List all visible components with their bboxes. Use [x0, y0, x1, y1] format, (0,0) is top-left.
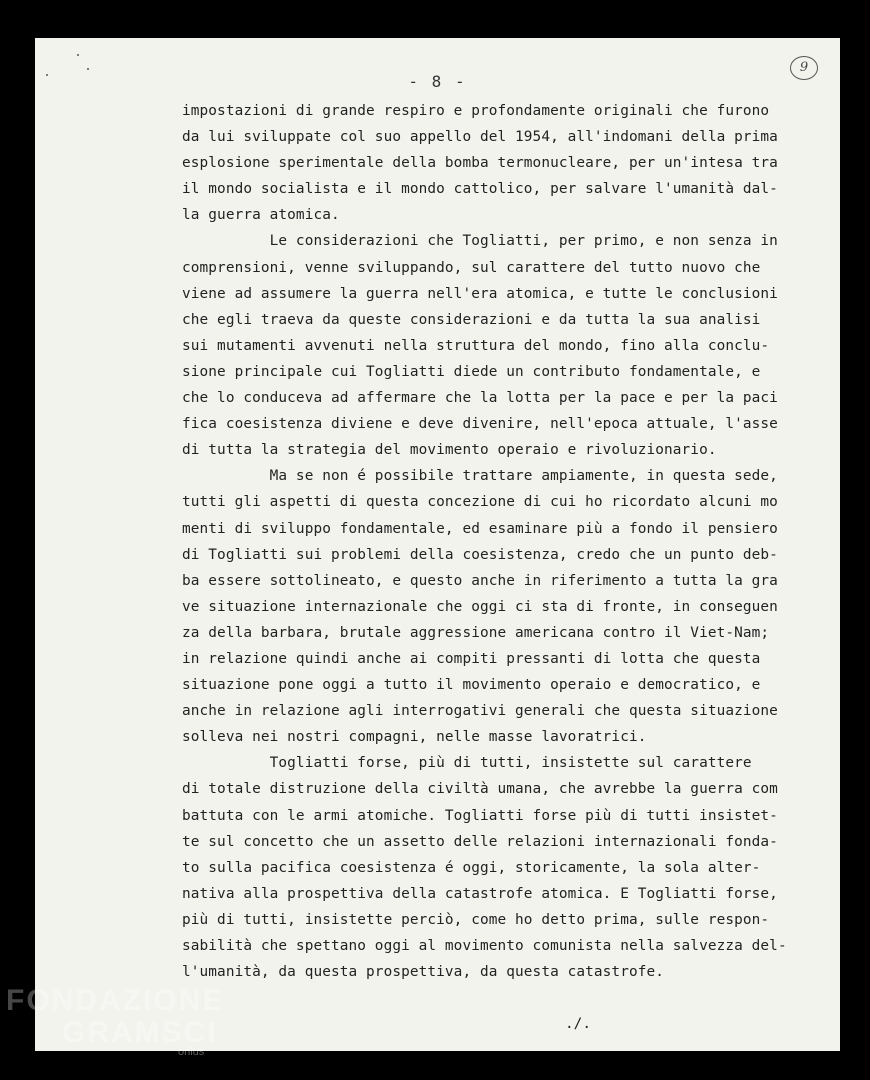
text-line: impostazioni di grande respiro e profondamente originali che furono [182, 103, 770, 119]
document-page [35, 38, 840, 1051]
watermark-fondazione: FONDAZIONE [6, 984, 225, 1017]
text-line: di tutta la strategia del movimento operaio e rivoluzionario. [182, 442, 717, 459]
text-line: l'umanità, da questa prospettiva, da questa catastrofe. [182, 964, 665, 981]
handwritten-page-annotation: 9 [790, 56, 818, 80]
text-line: anche in relazione agli interrogativi generali che questa situazione [182, 703, 778, 720]
watermark-onlus: onlus [178, 1046, 205, 1058]
text-line: solleva nei nostri compagni, nelle masse lavoratrici. [182, 729, 647, 746]
paper-speck [87, 68, 89, 70]
watermark-gramsci: GRAMSCI [62, 1016, 218, 1049]
text-line: menti di sviluppo fondamentale, ed esaminare più a fondo il pensiero [182, 520, 778, 537]
text-line: che egli traeva da queste considerazioni e da tutta la sua analisi [182, 311, 761, 328]
text-line: di Togliatti sui problemi della coesistenza, credo che un punto deb- [182, 546, 778, 563]
text-line: sabilità che spettano oggi al movimento comunista nella salvezza del- [182, 938, 787, 954]
paper-speck [77, 54, 79, 56]
text-line: di totale distruzione della civiltà umana, che avrebbe la guerra com [182, 781, 778, 798]
text-line: viene ad assumere la guerra nell'era atomica, e tutte le conclusioni [182, 285, 778, 302]
text-line: te sul concetto che un assetto delle relazioni internazionali fonda- [182, 833, 778, 850]
continuation-mark: ./. [565, 1016, 591, 1032]
text-line: da lui sviluppate col suo appello del 1954, all'indomani della prima [182, 129, 778, 146]
text-line: fica coesistenza diviene e deve divenire, nell'epoca attuale, l'asse [182, 416, 778, 433]
text-line: la guerra atomica. [182, 207, 340, 224]
text-line: esplosione sperimentale della bomba termonucleare, per un'intesa tra [182, 155, 778, 172]
text-line: za della barbara, brutale aggressione americana contro il Viet-Nam; [182, 624, 770, 641]
text-line: tutti gli aspetti di questa concezione di cui ho ricordato alcuni mo [182, 494, 778, 511]
text-line: battuta con le armi atomiche. Togliatti forse più di tutti insistet- [182, 807, 778, 824]
text-line: Le considerazioni che Togliatti, per primo, e non senza in [182, 233, 778, 250]
text-line: nativa alla prospettiva della catastrofe atomica. E Togliatti forse, [182, 885, 778, 902]
text-line: situazione pone oggi a tutto il movimento operaio e democratico, e [182, 677, 761, 694]
text-line: più di tutti, insistette perciò, come ho detto prima, sulle respon- [182, 911, 770, 928]
text-line: sione principale cui Togliatti diede un contributo fondamentale, e [182, 363, 761, 380]
text-line: il mondo socialista e il mondo cattolico, per salvare l'umanità dal- [182, 181, 778, 198]
text-line: sui mutamenti avvenuti nella struttura del mondo, fino alla conclu- [182, 337, 770, 354]
text-line: Togliatti forse, più di tutti, insistette sul carattere [182, 755, 752, 772]
text-line: che lo conduceva ad affermare che la lotta per la pace e per la paci [182, 390, 778, 407]
text-line: to sulla pacifica coesistenza é oggi, storicamente, la sola alter- [182, 859, 761, 876]
text-line: in relazione quindi anche ai compiti pressanti di lotta che questa [182, 650, 761, 667]
text-line: ve situazione internazionale che oggi ci sta di fronte, in conseguen [182, 598, 778, 615]
text-line: Ma se non é possibile trattare ampiamente, in questa sede, [182, 468, 778, 485]
text-line: comprensioni, venne sviluppando, sul carattere del tutto nuovo che [182, 259, 761, 276]
text-line: ba essere sottolineato, e questo anche in riferimento a tutta la gra [182, 572, 778, 589]
typed-text-body [182, 98, 822, 985]
page-number: - 8 - [408, 72, 467, 91]
